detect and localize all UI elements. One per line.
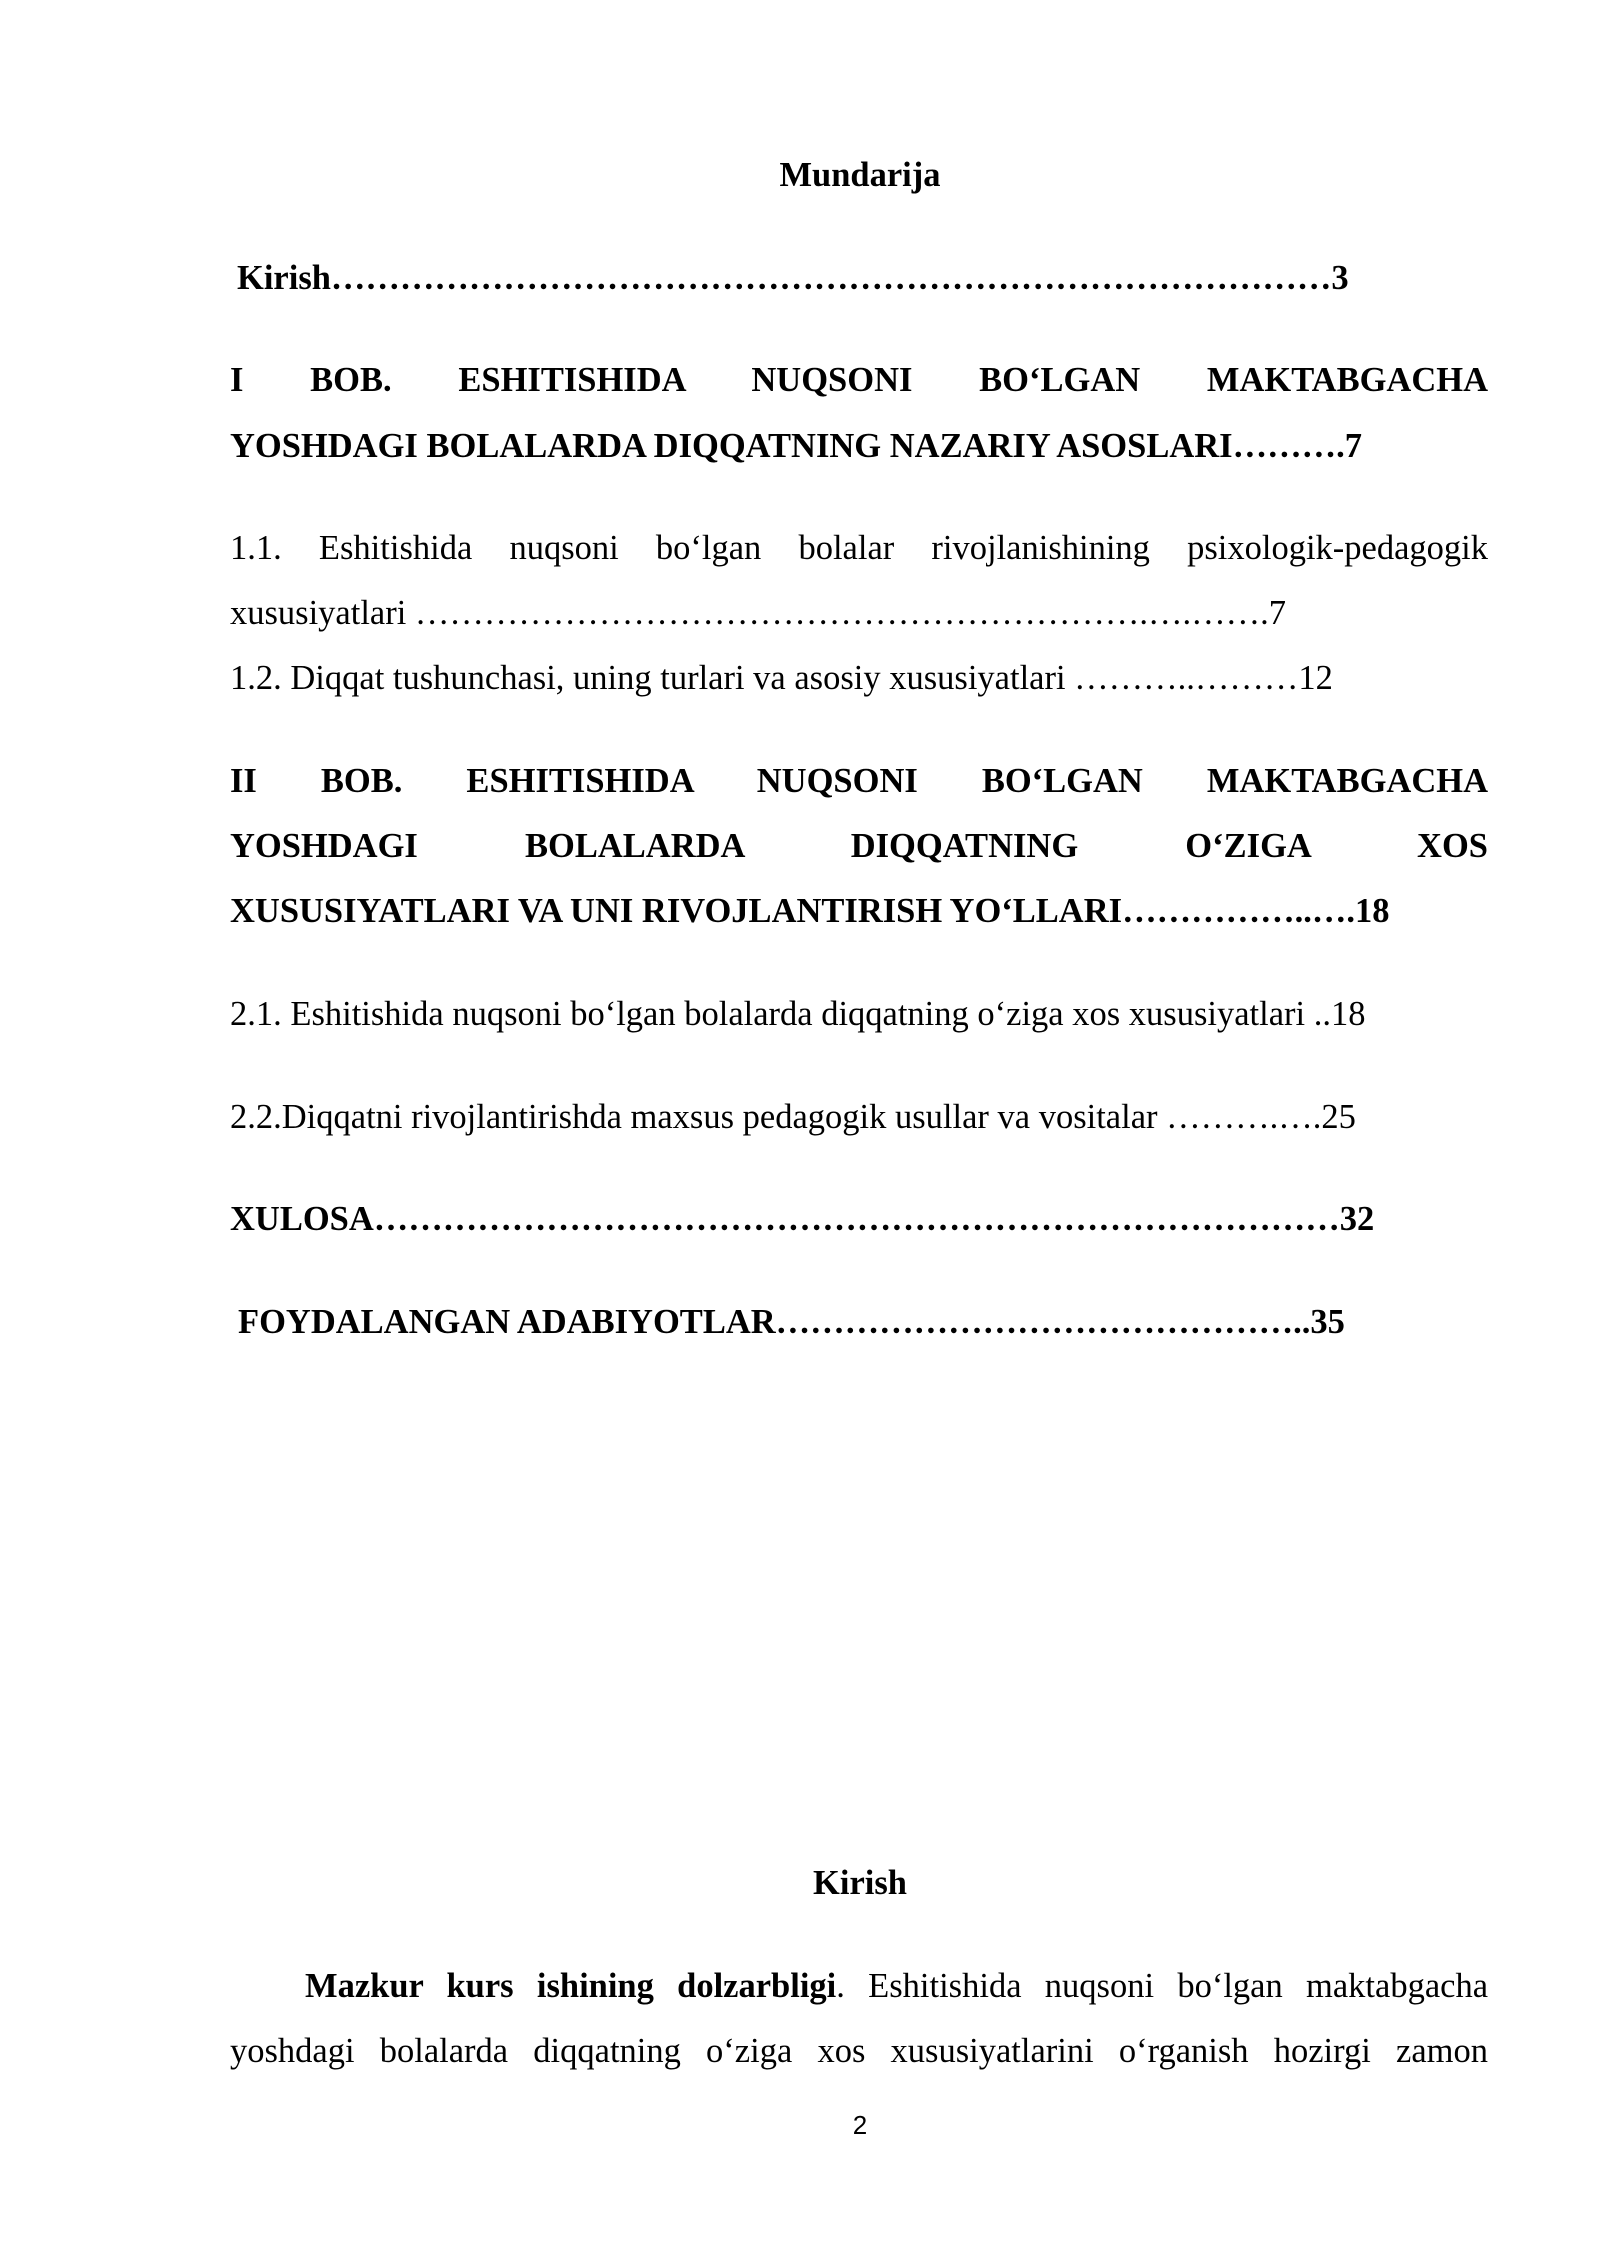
- toc-entry-2-1: 2.1. Eshitishida nuqsoni bo‘lgan bolalarda diqqatning o‘ziga xos xususiyatlari ..18: [230, 995, 1366, 1033]
- toc-entry-bob1-line1: I BOB. ESHITISHIDA NUQSONI BO‘LGAN MAKTABGACHA: [230, 361, 1488, 399]
- toc-entry-kirish: Kirish……………………………………………………………………………3: [237, 259, 1349, 297]
- intro-line1-rest: . Eshitishida nuqsoni bo‘lgan maktabgacha: [836, 1967, 1489, 2005]
- toc-entry-bob2-line3: XUSUSIYATLARI VA UNI RIVOJLANTIRISH YO‘LLARI……………..….18: [230, 892, 1390, 930]
- toc-entry-1-2: 1.2. Diqqat tushunchasi, uning turlari va asosiy xususiyatlari ………..………12: [230, 659, 1333, 697]
- toc-entry-bob2-line1: II BOB. ESHITISHIDA NUQSONI BO‘LGAN MAKTABGACHA: [230, 762, 1488, 800]
- toc-title: Mundarija: [779, 156, 941, 194]
- toc-entry-xulosa: XULOSA…………………………………………………………………………32: [230, 1200, 1375, 1238]
- page-number: 2: [852, 2110, 868, 2140]
- intro-paragraph-line1: [305, 1964, 1488, 2008]
- toc-entry-bob1-line2: YOSHDAGI BOLALARDA DIQQATNING NAZARIY ASOSLARI……….7: [230, 427, 1362, 465]
- toc-entry-2-2: 2.2.Diqqatni rivojlantirishda maxsus pedagogik usullar va vositalar ……….….25: [230, 1098, 1356, 1136]
- toc-entry-1-1-line1: 1.1. Eshitishida nuqsoni bo‘lgan bolalar rivojlanishining psixologik-pedagogik: [230, 529, 1488, 567]
- toc-entry-bob2-line2: YOSHDAGI BOLALARDA DIQQATNING O‘ZIGA XOS: [230, 827, 1488, 865]
- intro-paragraph-line2: yoshdagi bolalarda diqqatning o‘ziga xos xususiyatlarini o‘rganish hozirgi zamon: [230, 2032, 1488, 2070]
- toc-entry-adabiyotlar: FOYDALANGAN ADABIYOTLAR………………………………………..35: [238, 1303, 1345, 1341]
- intro-heading: Kirish: [813, 1864, 907, 1902]
- toc-entry-1-1-line2: xususiyatlari ……………………………………………………….….…….7: [230, 594, 1287, 632]
- intro-bold-lead: Mazkur kurs ishining dolzarbligi: [305, 1967, 837, 2005]
